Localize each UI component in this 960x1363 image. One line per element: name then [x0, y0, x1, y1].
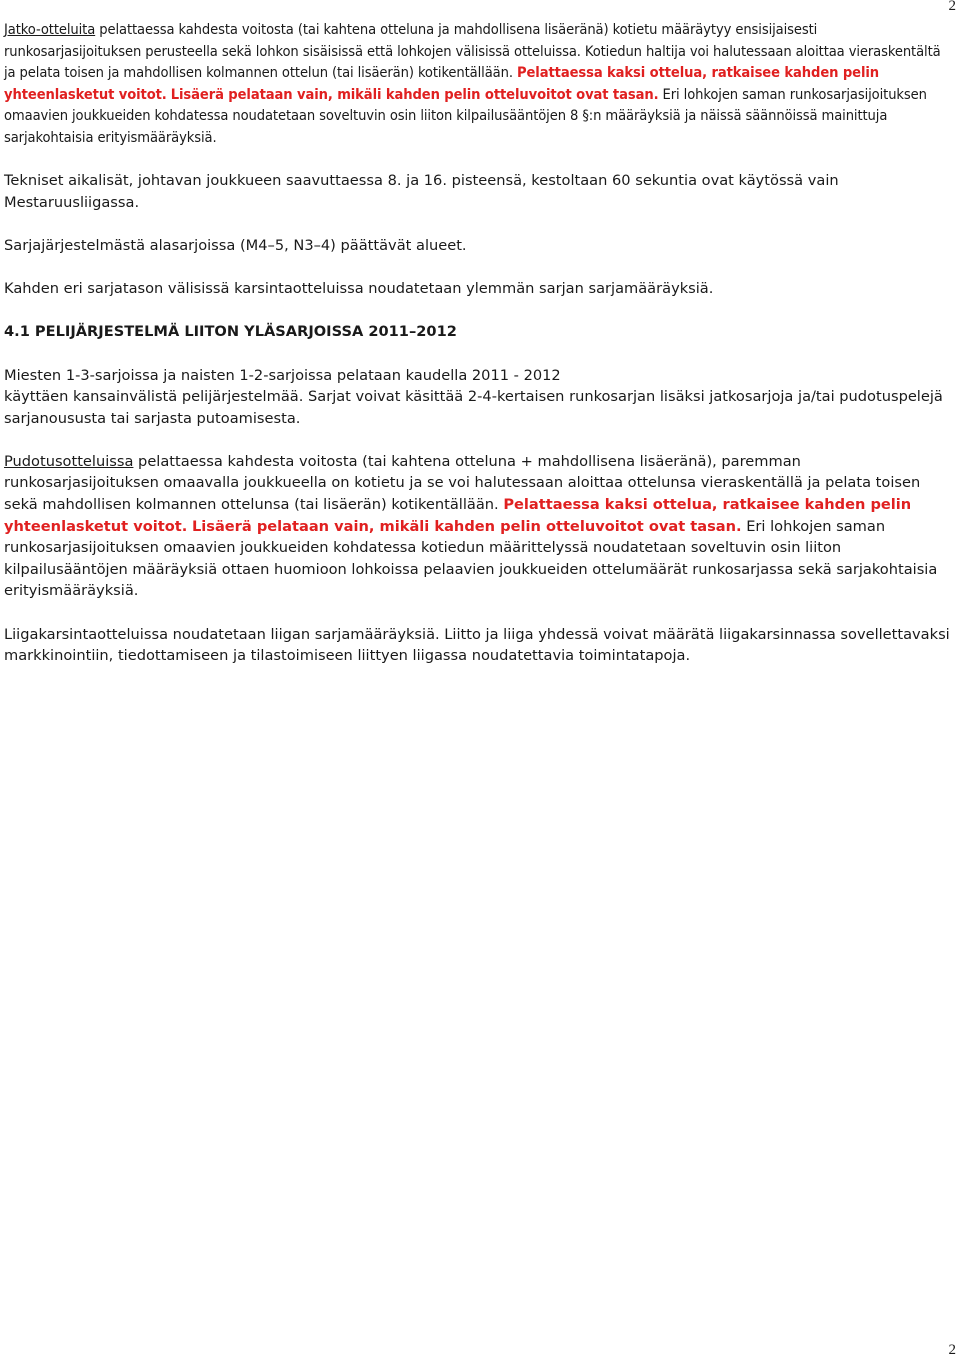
section-heading: 4.1 PELIJÄRJESTELMÄ LIITON YLÄSARJOISSA 2011–2012: [4, 323, 457, 341]
para5-line2: käyttäen kansainvälistä pelijärjestelmää. Sarjat voivat käsittää 2-4-kertaisen runkosarjan lisäksi jatkosarjoja ja/tai pudotuspelejä sarjanoususta tai sarjasta putoamisesta.: [4, 388, 943, 427]
paragraph-pudotusottelut: [4, 451, 956, 602]
term-jatko-otteluita: Jatko-otteluita: [4, 21, 96, 38]
para6-rule-two-games: Pelattaessa kaksi ottelua, ratkaisee kahden pelin yhteenlasketut voitot.: [4, 496, 912, 535]
paragraph-karsintaottelut: Kahden eri sarjatason välisissä karsintaotteluissa noudatetaan ylemmän sarjan sarjamääräyksiä.: [4, 280, 714, 298]
para1-text1: pelattaessa kahdesta voitosta (tai kahtena otteluna ja mahdollisena lisäeränä) kotietu määräytyy ensisijaisesti runkosarjasijoituksen perusteella sekä lohkon sisäisissä että lohkojen välisissä otteluissa. Kotiedun haltija voi halutessaan aloittaa vieraskentältä ja pelata toisen ja mahdollisen kolmannen ottelun (tai lisäerän) kotikentällään.: [4, 21, 941, 82]
paragraph-pelijarjestelma: [4, 365, 956, 430]
paragraph-alasarjat: Sarjajärjestelmästä alasarjoissa (M4–5, N3–4) päättävät alueet.: [4, 236, 467, 254]
paragraph-liigakarsinta: Liigakarsintaotteluissa noudatetaan liigan sarjamääräyksiä. Liitto ja liiga yhdessä voivat määrätä liigakarsinnassa sovellettavaksi markkinointiin, tiedottamiseen ja tilastoimiseen liittyen liigassa noudatettavia toimintatapoja.: [4, 625, 950, 665]
para6-rule-extra-set: Lisäerä pelataan vain, mikäli kahden pelin otteluvoitot ovat tasan.: [191, 517, 742, 535]
term-pudotusotteluissa: Pudotusotteluissa: [4, 452, 134, 470]
page-number-top: 2: [948, 0, 956, 14]
document-body: [4, 19, 956, 667]
paragraph-aikalisat: Tekniset aikalisät, johtavan joukkueen saavuttaessa 8. ja 16. pisteensä, kestoltaan 60 sekuntia ovat käytössä vain Mestaruusliigassa.: [4, 172, 839, 211]
para1-text2: Eri lohkojen saman runkosarjasijoituksen omaavien joukkueiden kohdatessa noudatetaan soveltuvin osin liiton kilpailusääntöjen 8 §:n määräyksiä ja näissä säännöissä mainittuja sarjakohtaisia erityismääräyksiä.: [4, 85, 927, 146]
para6-text1: pelattaessa kahdesta voitosta (tai kahtena otteluna + mahdollisena lisäeränä), paremman runkosarjasijoituksen omaavalla joukkueella on kotietu ja se voi halutessaan aloittaa ottelunsa vieraskentällä ja pelata toisen sekä mahdollisen kolmannen ottelunsa (tai lisäerän) kotikentällään.: [4, 452, 921, 514]
page-number-bottom: 2: [948, 1342, 956, 1358]
paragraph-jatko-otteluita: [4, 19, 956, 149]
para1-rule-two-games: Pelattaessa kaksi ottelua, ratkaisee kahden pelin yhteenlasketut voitot.: [4, 64, 879, 103]
para6-text2: Eri lohkojen saman runkosarjasijoituksen omaavien joukkueiden kohdatessa kotiedun määrittelyssä noudatetaan soveltuvin osin liiton kilpailusääntöjen määräyksiä ottaen huomioon lohkoissa pelaavien joukkueiden ottelumäärät runkosarjassa sekä sarjakohtaisia erityismääräyksiä.: [4, 517, 938, 600]
para1-rule-extra-set: Lisäerä pelataan vain, mikäli kahden pelin otteluvoitot ovat tasan.: [170, 85, 659, 103]
para5-line1: Miesten 1-3-sarjoissa ja naisten 1-2-sarjoissa pelataan kaudella 2011 - 2012: [4, 366, 561, 384]
